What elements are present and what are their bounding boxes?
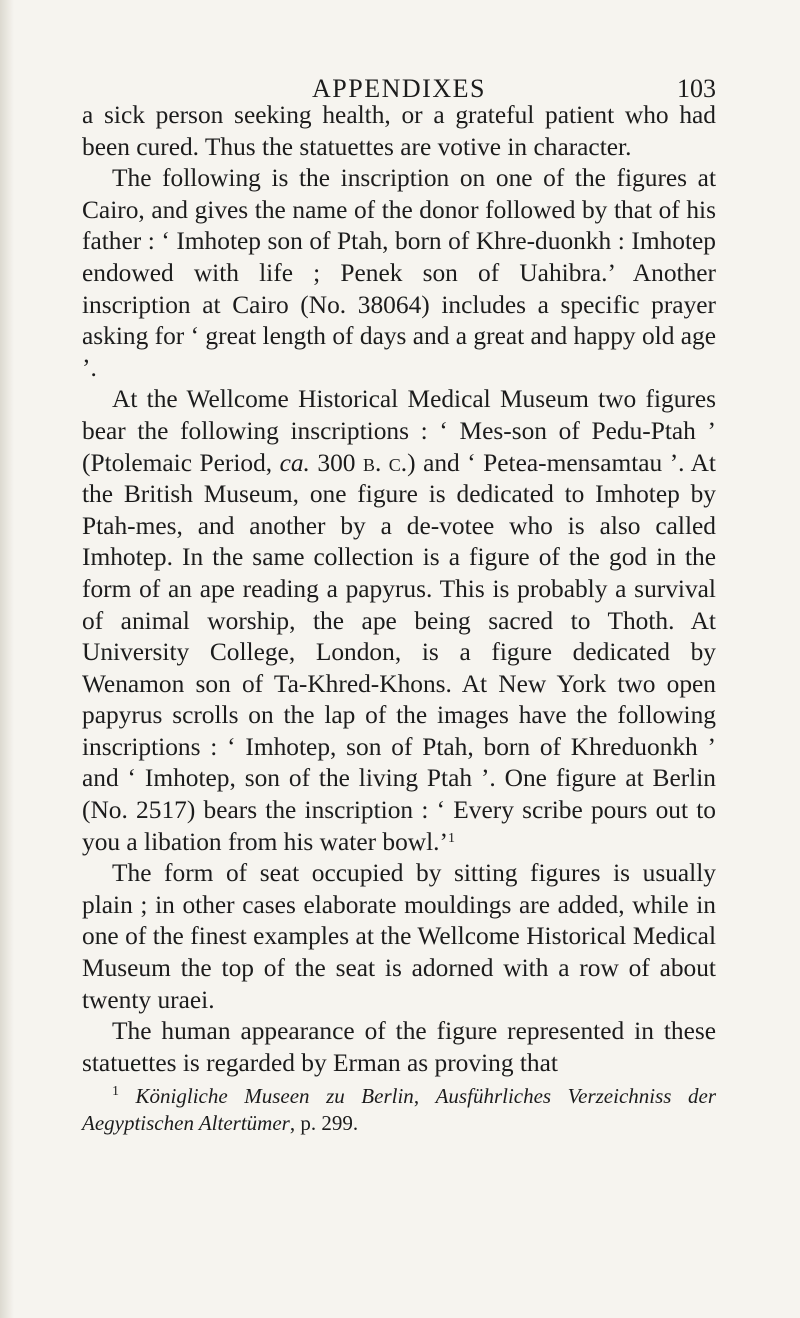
footnote-marker: 1 [112, 1084, 119, 1100]
footnote-title-b: Ausführliches Verzeichniss der Aegyptischen Altertümer [82, 1084, 717, 1136]
footnote [82, 1083, 716, 1137]
paragraph-2: The following is the inscription on one of the figures at Cairo, and gives the name of the donor followed by that of his father : ‘ Imhotep son of Ptah, born of Khre-duonkh : Imhotep endowed with life ; Penek son of Uahibra.’ Another inscription at Cairo (No. 38064) includes a specific prayer asking for ‘ great length of days and a great and happy old age ’. [82, 164, 716, 382]
page-header [82, 0, 716, 103]
paragraph-3 [82, 384, 716, 858]
footnote-ref: 1 [447, 830, 455, 846]
book-page [82, 0, 716, 1137]
running-head: APPENDIXES [312, 74, 486, 103]
page-edge-shadow [0, 0, 14, 1318]
footnote-title-a: Königliche Museen zu Berlin [135, 1084, 414, 1109]
footnote-sep: , [413, 1084, 436, 1109]
footnote-tail: , p. 299. [289, 1111, 359, 1136]
body-text [82, 100, 716, 1079]
paragraph-3-part-c: ) and ‘ Petea-mensamtau ’. At the British Museum, one figure is dedicated to Imhotep by Ptah-mes, and another by a de-votee who is also called Imhotep. In the same collection is a figure of the god in the form of an ape reading a papyrus. This is probably a survival of animal worship, the ape being sacred to Thoth. At University College, London, is a figure dedicated by Wenamon son of Ta-Khred-Khons. At New York two open papyrus scrolls on the lap of the images have the following inscriptions : ‘ Imhotep, son of Ptah, born of Khreduonkh ’ and ‘ Imhotep, son of the living Ptah ’. One figure at Berlin (No. 2517) bears the inscription : ‘ Every scribe pours out to you a libation from his water bowl.’ [82, 448, 716, 856]
paragraph-3-part-b: 300 [309, 448, 363, 477]
paragraph-3-part-a: At the Wellcome Historical Medical Museum two figures bear the following inscriptions : ‘ Mes-son of Pedu-Ptah ’ (Ptolemaic Period, [82, 385, 716, 477]
page-number: 103 [677, 74, 716, 103]
paragraph-5: The human appearance of the figure represented in these statuettes is regarded by Erman as proving that [82, 1017, 716, 1077]
circa-abbrev: ca. [279, 448, 310, 477]
paragraph-4: The form of seat occupied by sitting figures is usually plain ; in other cases elaborate mouldings are added, while in one of the finest examples at the Wellcome Historical Medical Museum the top of the seat is adorned with a row of about twenty uraei. [82, 859, 716, 1014]
bc-abbrev: b. c. [362, 448, 408, 477]
paragraph-1: a sick person seeking health, or a grateful patient who had been cured. Thus the statuettes are votive in character. [82, 101, 716, 161]
